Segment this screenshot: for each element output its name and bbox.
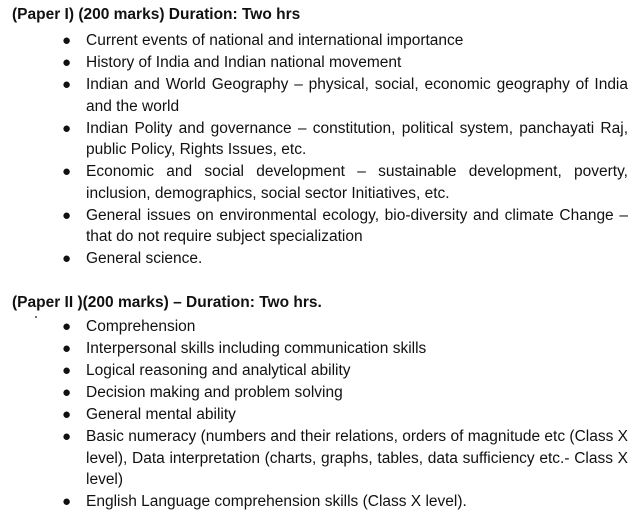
bullet-icon: ● — [62, 54, 72, 71]
bullet-icon: ● — [62, 384, 72, 401]
list-item-text: Indian Polity and governance – constitution, political system, panchayati Raj, public Policy, Rights Issues, etc. — [86, 119, 628, 158]
bullet-icon: ● — [62, 362, 72, 379]
paper-1-heading: (Paper I) (200 marks) Duration: Two hrs — [12, 6, 301, 23]
list-item-text: Basic numeracy (numbers and their relations, orders of magnitude etc (Class X level), Data interpretation (charts, graphs, tables, data sufficiency etc.- Class X level) — [86, 428, 628, 488]
list-item — [0, 30, 640, 52]
list-item — [0, 491, 640, 513]
list-item-text: Logical reasoning and analytical ability — [86, 362, 351, 379]
list-item-text: Comprehension — [86, 318, 196, 335]
list-item — [0, 74, 640, 117]
list-item-text: Current events of national and international importance — [86, 32, 464, 49]
list-item — [0, 118, 640, 161]
bullet-icon: ● — [62, 206, 72, 224]
bullet-icon: ● — [62, 340, 72, 357]
list-item-text: General issues on environmental ecology, bio-diversity and climate Change – that do not require subject specialization — [86, 206, 628, 245]
paper-2-topic-list — [0, 316, 640, 513]
paper-1-topic-list — [0, 30, 640, 270]
list-item — [0, 161, 640, 204]
list-item — [0, 205, 640, 248]
bullet-icon: ● — [62, 318, 72, 335]
list-item — [0, 404, 640, 426]
bullet-icon: ● — [62, 250, 72, 267]
bullet-icon: ● — [62, 428, 72, 445]
list-item — [0, 316, 640, 338]
list-item — [0, 52, 640, 74]
list-item-text: English Language comprehension skills (Class X level). — [86, 493, 467, 510]
bullet-icon: ● — [62, 493, 72, 510]
paper-2-heading: (Paper II )(200 marks) – Duration: Two hrs. — [12, 294, 322, 311]
bullet-icon: ● — [62, 32, 72, 49]
bullet-icon: ● — [62, 163, 72, 180]
list-item-text: Interpersonal skills including communication skills — [86, 340, 427, 357]
bullet-icon: ● — [62, 76, 72, 93]
list-item — [0, 248, 640, 270]
list-item — [0, 426, 640, 491]
list-item-text: History of India and Indian national movement — [86, 54, 402, 71]
bullet-icon: ● — [62, 119, 72, 137]
list-item — [0, 338, 640, 360]
list-item — [0, 382, 640, 404]
list-item-text: General science. — [86, 250, 203, 267]
list-item — [0, 360, 640, 382]
list-item-text: Decision making and problem solving — [86, 384, 343, 401]
bullet-icon: ● — [62, 406, 72, 423]
list-item-text: General mental ability — [86, 406, 236, 423]
list-item-text: Economic and social development – sustainable development, poverty, inclusion, demographics, social sector Initiatives, etc. — [86, 163, 628, 202]
list-item-text: Indian and World Geography – physical, social, economic geography of India and the world — [86, 76, 628, 115]
